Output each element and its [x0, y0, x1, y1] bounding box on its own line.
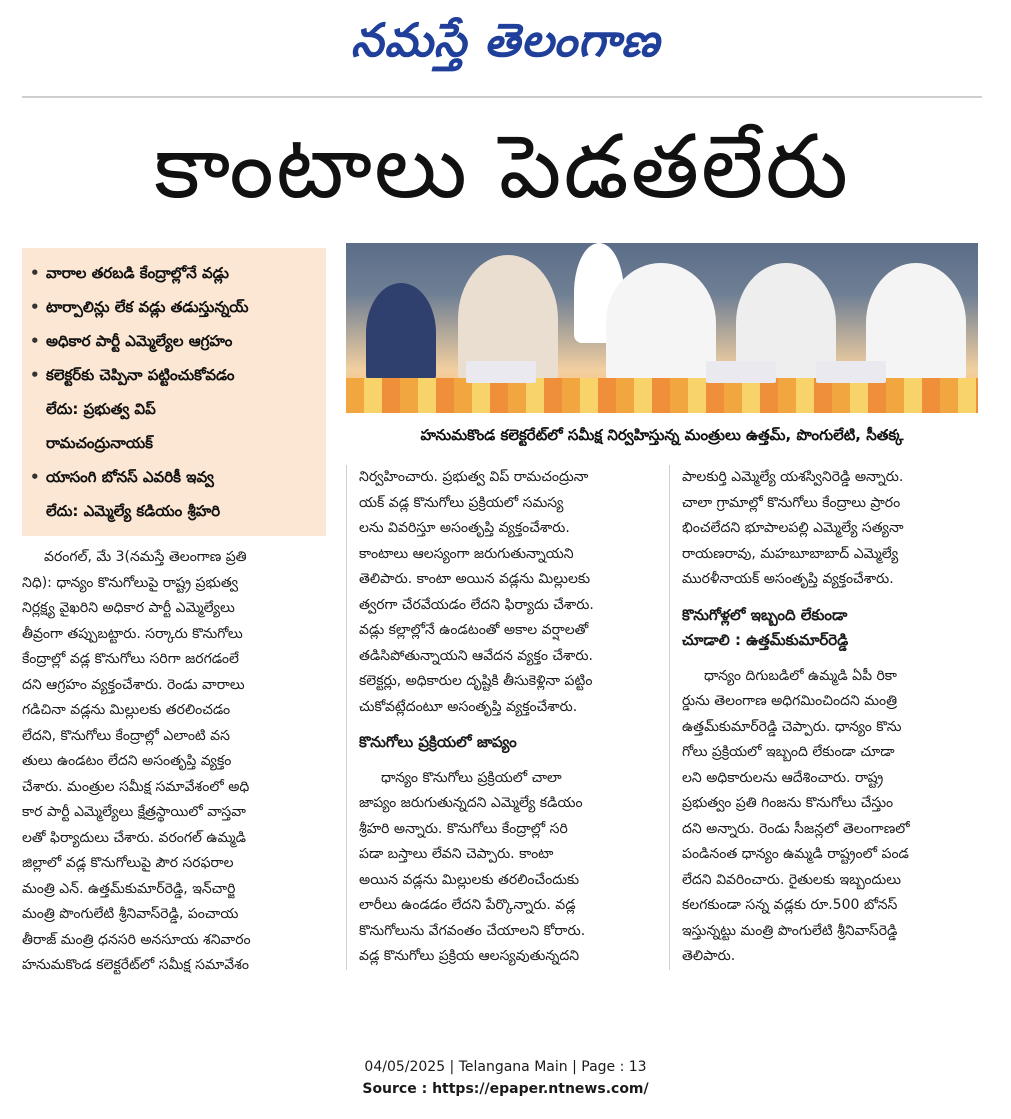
bullet-icon: • [30, 366, 40, 384]
highlight-text: కలెక్టర్‌కు చెప్పినా పట్టించుకోవడం లేదు: ప్రభుత్వ విప్ రామచంద్రునాయక్ [46, 366, 235, 452]
highlight-text: టార్పాలిన్లు లేక వడ్లు తడుస్తున్నయ్ [46, 298, 249, 316]
person-figure [366, 283, 436, 383]
highlight-item [30, 324, 316, 358]
article-column-2 [346, 465, 660, 970]
highlight-text: వారాల తరబడి కేంద్రాల్లోనే వడ్లు [46, 264, 229, 282]
article-column-3 [669, 465, 979, 970]
article-column-1 [22, 545, 337, 979]
article-paragraph: ధాన్యం కొనుగోలు ప్రక్రియలో చాలా జాప్యం జరుగుతున్నదని ఎమ్మెల్యే కడియం శ్రీహరి అన్నారు. కొనుగోలు కేంద్రాల్లో సరి పడా బస్తాలు లేవని చెప్పారు. కాంటా అయిన వడ్లను మిల్లులకు తరలించేందుకు లారీలు ఉండడం లేదని పేర్కొన్నారు. వడ్ల కొనుగోలును వేగవంతం చేయాలని కోరారు. వడ్ల కొనుగోలు ప్రక్రియ ఆలస్యవుతున్నదని [359, 769, 586, 964]
article-paragraph: ధాన్యం దిగుబడిలో ఉమ్మడి ఏపీ రికా ర్డును తెలంగాణ అధిగమించిందని మంత్రి ఉత్తమ్‌కుమార్‌రెడ్డి చెప్పారు. ధాన్యం కొను గోలు ప్రక్రియలో ఇబ్బంది లేకుండా చూడా లని అధికారులను ఆదేశించారు. రాష్ట్ర ప్రభుత్వం ప్రతి గింజను కొనుగోలు చేస్తుం దని అన్నారు. రెండు సీజన్లలో తెలంగాణలో పండినంత ధాన్యం ఉమ్మడి రాష్ట్రంలో పండ లేదని వివరించారు. రైతులకు ఇబ్బందులు కలగకుండా సన్న వడ్లకు రూ.500 బోనస్ ఇస్తున్నట్టు మంత్రి పొంగులేటి శ్రీనివాస్‌రెడ్డి తెలిపారు. [682, 667, 910, 964]
article-paragraph: పాలకుర్తి ఎమ్మెల్యే యశస్వినిరెడ్డి అన్నారు. చాలా గ్రామాల్లో కొనుగోలు కేంద్రాలు ప్రారం భించలేదని భూపాలపల్లి ఎమ్మెల్యే సత్యనా రాయణరావు, మహబూబాబాద్ ఎమ్మెల్యే మురళీనాయక్ అసంతృప్తి వ్యక్తంచేశారు. [682, 469, 904, 587]
highlight-item [30, 256, 316, 290]
bullet-icon: • [30, 264, 40, 282]
headline: కాంటాలు పెడతలేరు [153, 115, 851, 218]
highlights-box [22, 248, 326, 536]
laptop [706, 361, 776, 383]
laptop [816, 361, 886, 383]
masthead-divider [22, 96, 982, 98]
subheading: కొనుగోలు ప్రక్రియలో జాప్యం [359, 733, 517, 751]
person-figure [606, 263, 716, 383]
bullet-icon: • [30, 298, 40, 316]
page-footer [0, 1056, 1011, 1100]
footer-date-edition: 04/05/2025 | Telangana Main | Page : 13 [364, 1059, 647, 1075]
subheading: కొనుగోళ్లలో ఇబ్బంది లేకుండా చూడాలి : ఉత్తమ్‌కుమార్‌రెడ్డి [682, 605, 849, 649]
highlight-text: అధికార పార్టీ ఎమ్మెల్యేల ఆగ్రహం [46, 332, 233, 350]
meeting-photo [346, 243, 978, 413]
footer-source-link[interactable]: Source : https://epaper.ntnews.com/ [362, 1081, 649, 1097]
article-paragraph: వరంగల్, మే 3(నమస్తే తెలంగాణ ప్రతి నిధి): ధాన్యం కొనుగోలుపై రాష్ట్ర ప్రభుత్వ నిర్లక్ష్య వైఖరిని అధికార పార్టీ ఎమ్మెల్యేలు తీవ్రంగా తప్పుబట్టారు. సర్కారు కొనుగోలు కేంద్రాల్లో వడ్ల కొనుగోలు సరిగా జరగడంలే దని ఆగ్రహం వ్యక్తంచేశారు. రెండు వారాలు గడిచినా వడ్లను మిల్లులకు తరలించడం లేదని, కొనుగోలు కేంద్రాల్లో ఎలాంటి వస తులు ఉండటం లేదని అసంతృప్తి వ్యక్తం చేశారు. మంత్రుల సమీక్ష సమావేశంలో అధి కార పార్టీ ఎమ్మెల్యేలు క్షేత్రస్థాయిలో వాస్తవా లతో ఫిర్యాదులు చేశారు. వరంగల్ ఉమ్మడి జిల్లాలో వడ్ల కొనుగోలుపై పౌర సరఫరాల మంత్రి ఎన్. ఉత్తమ్‌కుమార్‌రెడ్డి, ఇన్‌చార్జి మంత్రి పొంగులేటి శ్రీనివాస్‌రెడ్డి, పంచాయ తీరాజ్ మంత్రి ధనసరి అనసూయ శనివారం హనుమకొండ కలెక్టరేట్‌లో సమీక్ష సమావేశం [22, 549, 251, 973]
highlight-text: యాసంగి బోనస్ ఎవరికీ ఇవ్వ లేదు: ఎమ్మెల్యే కడియం శ్రీహరి [46, 468, 221, 520]
highlight-item [30, 290, 316, 324]
laptop [466, 361, 536, 383]
article-paragraph: నిర్వహించారు. ప్రభుత్వ విప్ రామచంద్రునా యక్ వడ్ల కొనుగోలు ప్రక్రియలో సమస్య లను వివరిస్తూ అసంతృప్తి వ్యక్తంచేశారు. కాంటాలు ఆలస్యంగా జరుగుతున్నాయని తెలిపారు. కాంటా అయిన వడ్లను మిల్లులకు త్వరగా చేరవేయడం లేదని ఫిర్యాదు చేశారు. వడ్లు కల్లాల్లోనే ఉండటంతో అకాల వర్షాలతో తడిసిపోతున్నాయని ఆవేదన వ్యక్తం చేశారు. కలెక్టర్లు, అధికారుల దృష్టికి తీసుకెళ్లినా పట్టిం చుకోవట్లేదంటూ అసంతృప్తి వ్యక్తంచేశారు. [359, 469, 594, 715]
highlight-item [30, 460, 316, 528]
highlight-item [30, 358, 316, 460]
bullet-icon: • [30, 468, 40, 486]
bullet-icon: • [30, 332, 40, 350]
table-decoration [346, 378, 978, 413]
newspaper-masthead: నమస్తే తెలంగాణ [350, 13, 661, 67]
photo-caption: హనుమకొండ కలెక్టరేట్‌లో సమీక్ష నిర్వహిస్తున్న మంత్రులు ఉత్తమ్, పొంగులేటి, సీతక్క [420, 426, 904, 444]
